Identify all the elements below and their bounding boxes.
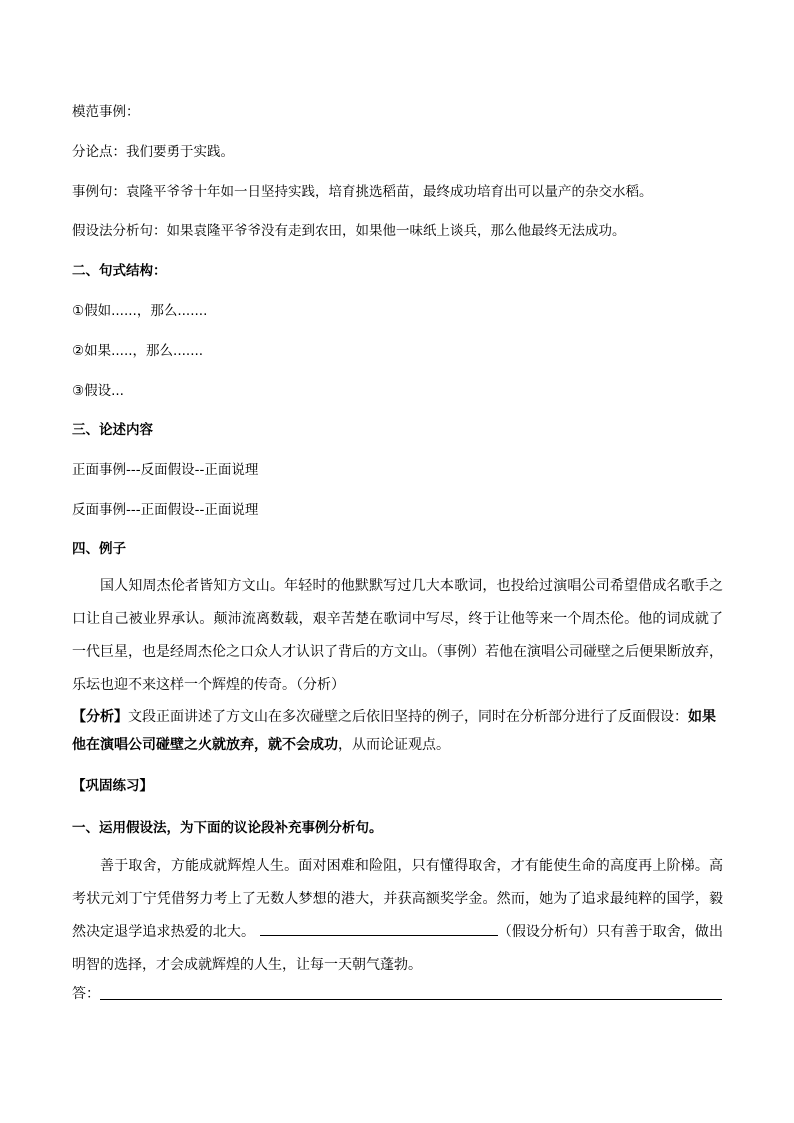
fill-in-blank[interactable] — [260, 921, 498, 936]
answer-line[interactable] — [100, 999, 722, 1000]
example-sentence-line: 事例句：袁隆平爷爷十年如一日坚持实践，培育挑选稻苗，最终成功培育出可以量产的杂交水稻。 — [72, 184, 653, 200]
pattern-item-2: ②如果.....，那么....... — [72, 343, 204, 359]
model-example-label: 模范事例： — [72, 104, 140, 120]
analysis-end-text: ，从而论证观点。 — [338, 737, 450, 753]
example-paragraph: 国人知周杰伦者皆知方文山。年轻时的他默默写过几大本歌词，也投给过演唱公司希望借成名歌手之口让自己被业界承认。颠沛流离数载，艰辛苦楚在歌词中写尽，终于让他等来一个周杰伦。他的词成就了一代巨星，也是经周杰伦之口众人才认识了背后的方文山。（事例）若他在演唱公司碰壁之后便果断放弃，乐坛也迎不来这样一个辉煌的传奇。（分析） — [72, 578, 723, 693]
passage-before-text: 善于取舍，方能成就辉煌人生。面对困难和险阻，只有懂得取舍，才有能使生命的高度再上阶梯。高考状元刘丁宁凭借努力考上了无数人梦想的港大，并获高额奖学金。然而，她为了追求最纯粹的国学，毅然决定退学追求热爱的北大。 — [72, 858, 723, 940]
passage-after-text: （假设分析句）只有善于取舍，做出明智的选择，才会成就辉煌的人生，让每一天朝气蓬勃。 — [72, 924, 724, 973]
argument-item-2: 反面事例---正面假设--正面说理 — [72, 502, 259, 518]
answer-label: 答： — [72, 986, 100, 1002]
analysis-text: 文段正面讲述了方文山在多次碰壁之后依旧坚持的例子，同时在分析部分进行了反面假设： — [128, 709, 688, 725]
section4-heading: 四、例子 — [72, 541, 126, 557]
argument-item-1: 正面事例---反面假设--正面说理 — [72, 462, 259, 478]
practice-passage — [72, 850, 723, 982]
answer-row — [72, 984, 723, 1004]
practice-question: 一、运用假设法，为下面的议论段补充事例分析句。 — [72, 820, 383, 836]
section2-heading: 二、句式结构： — [72, 263, 167, 279]
section3-heading: 三、论述内容 — [72, 422, 153, 438]
hypothesis-sentence-line: 假设法分析句：如果袁隆平爷爷没有走到农田，如果他一味纸上谈兵，那么他最终无法成功。 — [72, 223, 626, 239]
analysis-bold-text: 如果他在演唱公司碰壁之火就放弃，就不会成功 — [72, 709, 716, 753]
analysis-label: 【分析】 — [72, 709, 128, 725]
practice-heading: 【巩固练习】 — [72, 778, 153, 794]
analysis-block — [72, 703, 723, 759]
sub-point-line: 分论点：我们要勇于实践。 — [72, 144, 234, 160]
pattern-item-3: ③假设... — [72, 383, 124, 399]
pattern-item-1: ①假如......，那么....... — [72, 303, 208, 319]
